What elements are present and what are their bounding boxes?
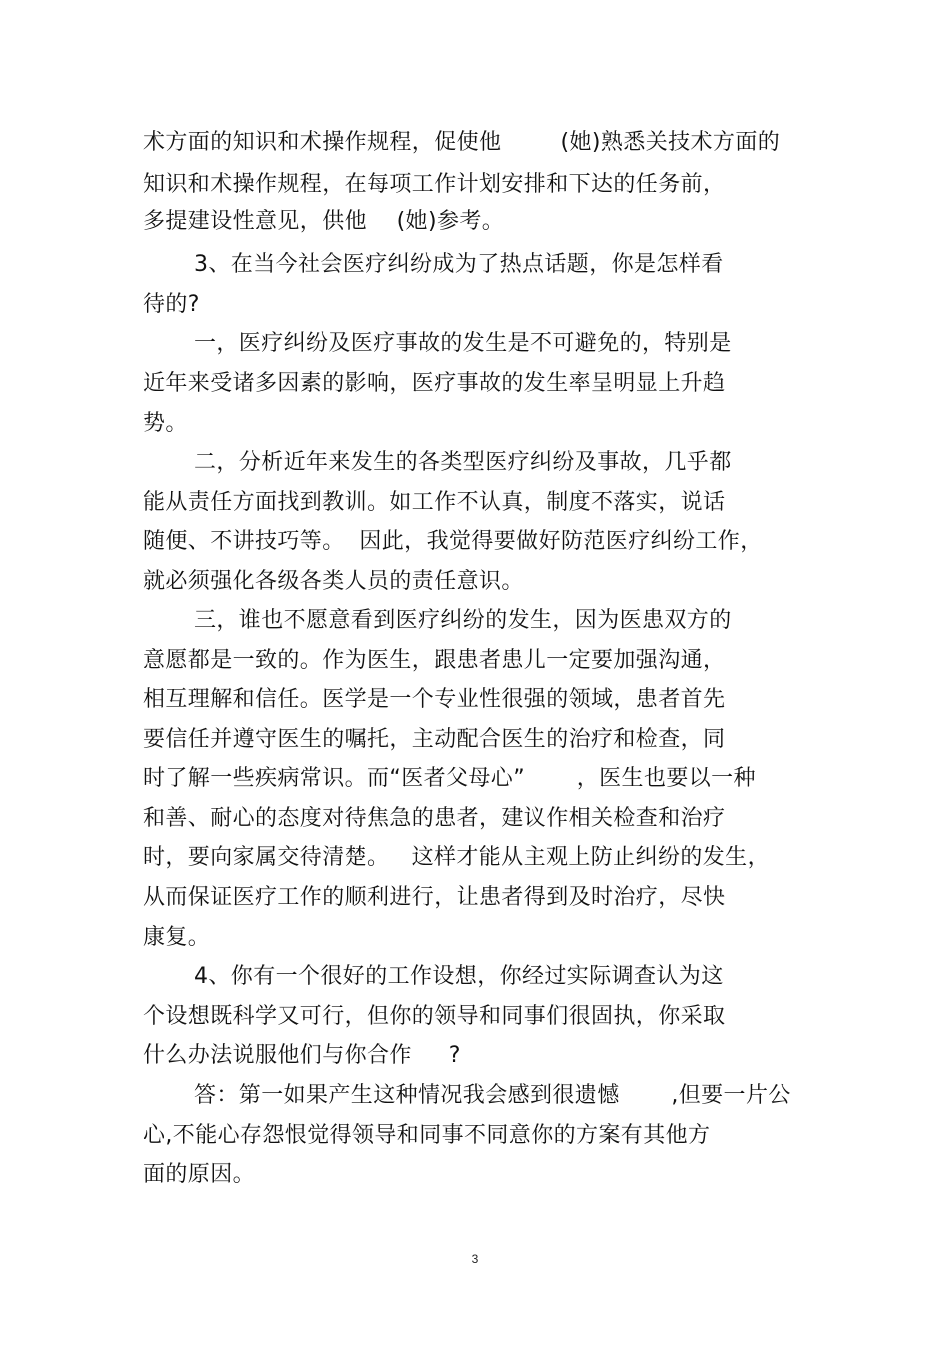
text-line: 从而保证医疗工作的顺利进行，让患者得到及时治疗，尽快 bbox=[143, 885, 726, 910]
text-line: 面的原因。 bbox=[143, 1162, 256, 1187]
paragraph-start: 三，谁也不愿意看到医疗纠纷的发生，因为医患双方的 bbox=[194, 608, 732, 633]
text-line: 康复。 bbox=[143, 925, 211, 950]
text-line: 心,不能心存怨恨觉得领导和同事不同意你的方案有其他方 bbox=[143, 1123, 711, 1148]
text-line: 近年来受诸多因素的影响，医疗事故的发生率呈明显上升趋 bbox=[143, 371, 726, 396]
text-line: 时了解一些疾病常识。而“医者父母心” ，医生也要以一种 bbox=[143, 766, 756, 791]
paragraph-start: 二，分析近年来发生的各类型医疗纠纷及事故，几乎都 bbox=[194, 450, 732, 475]
answer-line: 答：第一如果产生这种情况我会感到很遗憾 ,但要一片公 bbox=[194, 1083, 791, 1108]
text-line: 个设想既科学又可行，但你的领导和同事们很固执，你采取 bbox=[143, 1004, 726, 1029]
page-number: 3 bbox=[471, 1252, 479, 1266]
text-line: 随便、不讲技巧等。 因此，我觉得要做好防范医疗纠纷工作， bbox=[143, 529, 763, 554]
question-heading: 4、你有一个很好的工作设想，你经过实际调查认为这 bbox=[194, 964, 724, 989]
text-line: 意愿都是一致的。作为医生，跟患者患儿一定要加强沟通， bbox=[143, 648, 726, 673]
question-heading: 3、在当今社会医疗纠纷成为了热点话题，你是怎样看 bbox=[194, 252, 724, 277]
text-line: 什么办法说服他们与你合作 ? bbox=[143, 1043, 461, 1068]
text-line: 就必须强化各级各类人员的责任意识。 bbox=[143, 569, 524, 594]
text-line: 相互理解和信任。医学是一个专业性很强的领域，患者首先 bbox=[143, 687, 726, 712]
text-line: 待的? bbox=[143, 292, 200, 317]
paragraph-start: 一，医疗纠纷及医疗事故的发生是不可避免的，特别是 bbox=[194, 331, 732, 356]
text-line: 知识和术操作规程，在每项工作计划安排和下达的任务前， bbox=[143, 172, 726, 197]
text-line: 势。 bbox=[143, 411, 188, 436]
text-line: 能从责任方面找到教训。如工作不认真，制度不落实，说话 bbox=[143, 490, 726, 515]
text-line: 术方面的知识和术操作规程，促使他 (她)熟悉关技术方面的 bbox=[143, 130, 781, 155]
text-line: 时，要向家属交待清楚。 这样才能从主观上防止纠纷的发生， bbox=[143, 845, 770, 870]
text-line: 多提建设性意见，供他 (她)参考。 bbox=[143, 209, 505, 234]
text-line: 和善、耐心的态度对待焦急的患者，建议作相关检查和治疗 bbox=[143, 806, 726, 831]
text-line: 要信任并遵守医生的嘱托，主动配合医生的治疗和检查，同 bbox=[143, 727, 726, 752]
